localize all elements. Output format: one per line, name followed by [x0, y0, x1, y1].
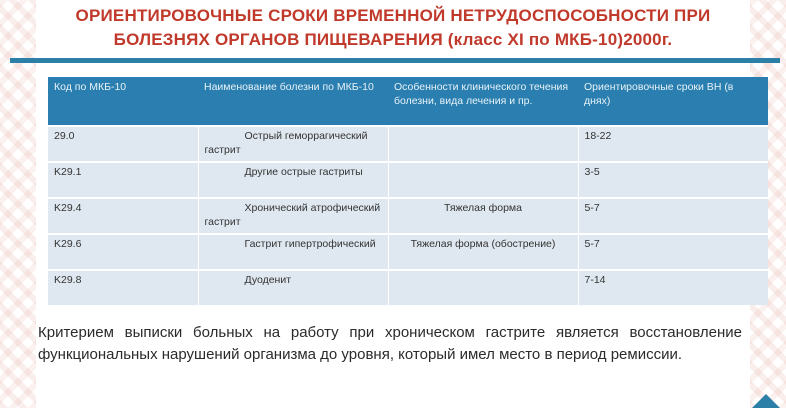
- table-row: [48, 270, 768, 305]
- header-disease-name: Наименование болезни по МКБ-10: [198, 77, 388, 126]
- cell-code: K29.4: [48, 198, 198, 234]
- header-clinical-features: Особенности клинического течения болезни, вида лечения и пр.: [388, 77, 578, 126]
- cell-name: Дуоденит: [198, 270, 388, 305]
- table-row: [48, 126, 768, 162]
- cell-features: Тяжелая форма (обострение): [388, 234, 578, 270]
- table-row: [48, 234, 768, 270]
- cell-features: Тяжелая форма: [388, 198, 578, 234]
- cell-days: 5-7: [578, 198, 768, 234]
- cell-days: 18-22: [578, 126, 768, 162]
- discharge-criterion-text: Критерием выписки больных на работу при хроническом гастрите является восстановление функциональных нарушений организма до уровня, который имел место в период ремиссии.: [38, 324, 742, 363]
- title-divider: [10, 58, 780, 63]
- cell-name: Острый геморрагический гастрит: [198, 126, 388, 162]
- cell-features: [388, 126, 578, 162]
- cell-name: Гастрит гипертрофический: [198, 234, 388, 270]
- header-sick-leave-days: Ориентировочные сроки ВН (в днях): [578, 77, 768, 126]
- cell-days: 3-5: [578, 162, 768, 198]
- sick-leave-table: [48, 77, 768, 305]
- table-row: [48, 198, 768, 234]
- cell-name: Другие острые гастриты: [198, 162, 388, 198]
- cell-code: K29.8: [48, 270, 198, 305]
- cell-code: K29.6: [48, 234, 198, 270]
- cell-days: 7-14: [578, 270, 768, 305]
- cell-days: 5-7: [578, 234, 768, 270]
- page-title: [20, 4, 766, 52]
- corner-decoration: [752, 394, 780, 408]
- title-line-2: БОЛЕЗНЯХ ОРГАНОВ ПИЩЕВАРЕНИЯ (класс XI по МКБ-10)2000г.: [113, 30, 673, 49]
- table-header-row: [48, 77, 768, 126]
- header-icd-code: Код по МКБ-10: [48, 77, 198, 126]
- cell-code: K29.1: [48, 162, 198, 198]
- cell-name: Хронический атрофический гастрит: [198, 198, 388, 234]
- table-row: [48, 162, 768, 198]
- title-line-1: ОРИЕНТИРОВОЧНЫЕ СРОКИ ВРЕМЕННОЙ НЕТРУДОСПОСОБНОСТИ ПРИ: [75, 6, 711, 25]
- cell-features: [388, 270, 578, 305]
- cell-code: 29.0: [48, 126, 198, 162]
- cell-features: [388, 162, 578, 198]
